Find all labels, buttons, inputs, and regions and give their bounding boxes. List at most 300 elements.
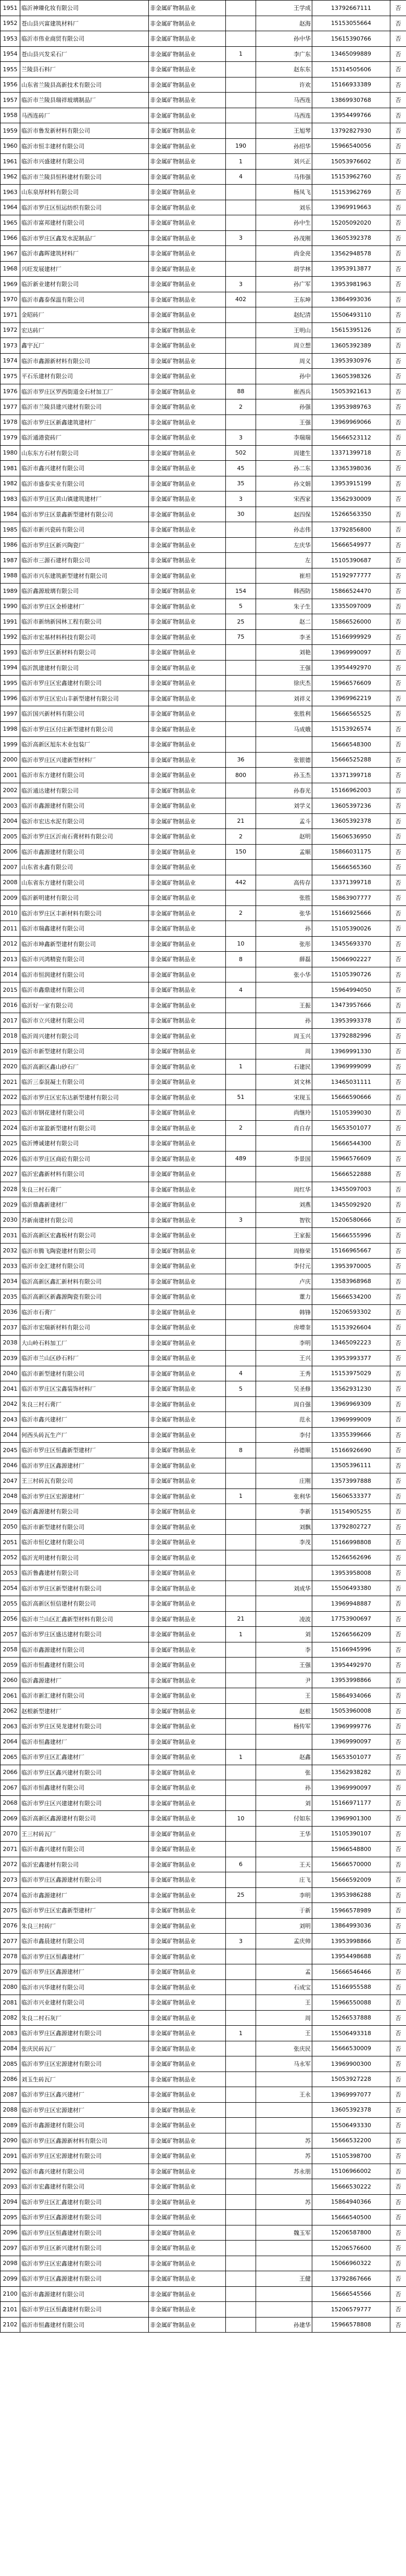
contact-person-cell <box>256 2118 312 2133</box>
industry-cell: 非金属矿物制品业 <box>149 1750 226 1765</box>
industry-cell: 非金属矿物制品业 <box>149 369 226 384</box>
row-number-cell: 1981 <box>1 461 20 476</box>
industry-cell: 非金属矿物制品业 <box>149 1443 226 1458</box>
count-cell <box>226 1734 256 1750</box>
phone-number-cell: 15966576609 <box>312 676 390 691</box>
flag-cell: 否 <box>390 62 406 77</box>
phone-number-cell: 15966578808 <box>312 2317 390 2333</box>
row-number-cell: 2012 <box>1 936 20 952</box>
phone-number-cell: 13969999009 <box>312 1412 390 1428</box>
contact-person-cell: 王强 <box>256 1658 312 1673</box>
company-name-cell: 赵根新型建材厂 <box>20 1703 149 1719</box>
industry-cell: 非金属矿物制品业 <box>149 2133 226 2148</box>
contact-person-cell: 王强 <box>256 415 312 430</box>
contact-person-cell <box>256 2210 312 2225</box>
table-row <box>1 1488 406 1504</box>
phone-number-cell: 15166971177 <box>312 1795 390 1811</box>
company-name-cell: 临沂市兴鸿精瓷有限公司 <box>20 952 149 967</box>
phone-number-cell: 13864993036 <box>312 292 390 307</box>
count-cell: 800 <box>226 768 256 783</box>
phone-number-cell: 13954492970 <box>312 1658 390 1673</box>
company-name-cell: 临沂高新区宏鑫板材有限公司 <box>20 1228 149 1244</box>
phone-number-cell: 15153926604 <box>312 1320 390 1336</box>
contact-person-cell: 刘成华 <box>256 1581 312 1596</box>
row-number-cell: 2064 <box>1 1734 20 1750</box>
contact-person-cell: 孙绍华 <box>256 138 312 154</box>
row-number-cell: 1963 <box>1 185 20 200</box>
count-cell: 2 <box>226 829 256 845</box>
flag-cell: 否 <box>390 905 406 921</box>
table-row <box>1 875 406 890</box>
row-number-cell: 2047 <box>1 1473 20 1489</box>
contact-person-cell: 杨凤飞 <box>256 185 312 200</box>
table-row <box>1 1167 406 1182</box>
flag-cell: 否 <box>390 2118 406 2133</box>
industry-cell: 非金属矿物制品业 <box>149 813 226 829</box>
table-row <box>1 660 406 676</box>
phone-number-cell: 15206593302 <box>312 1304 390 1320</box>
industry-cell: 非金属矿物制品业 <box>149 2118 226 2133</box>
table-row <box>1 1028 406 1044</box>
industry-cell: 非金属矿物制品业 <box>149 752 226 768</box>
company-name-cell: 临沂国兴新材料有限公司 <box>20 706 149 722</box>
table-row <box>1 905 406 921</box>
phone-number-cell: 13953930976 <box>312 353 390 369</box>
table-row <box>1 1857 406 1872</box>
table-row <box>1 476 406 491</box>
table-row <box>1 415 406 430</box>
contact-person-cell <box>256 2102 312 2118</box>
phone-number-cell: 13583968968 <box>312 1274 390 1289</box>
row-number-cell: 2087 <box>1 2087 20 2103</box>
company-name-cell: 临沂市罗庄区鑫源新材料有限公司 <box>20 2133 149 2148</box>
table-row <box>1 461 406 476</box>
count-cell <box>226 2133 256 2148</box>
count-cell: 1 <box>226 1750 256 1765</box>
table-row <box>1 1197 406 1213</box>
table-row <box>1 307 406 323</box>
phone-number-cell: 15153926574 <box>312 721 390 737</box>
company-name-cell: 临沂市罗庄区鑫兴建材厂 <box>20 2087 149 2103</box>
contact-person-cell <box>256 1596 312 1612</box>
company-name-cell: 临沂市石膏厂 <box>20 1304 149 1320</box>
industry-cell: 非金属矿物制品业 <box>149 844 226 860</box>
phone-number-cell: 13953913877 <box>312 261 390 277</box>
flag-cell: 否 <box>390 1151 406 1167</box>
flag-cell: 否 <box>390 676 406 691</box>
phone-number-cell: 13792827930 <box>312 123 390 139</box>
company-name-cell: 临沂市罗庄区鑫源建材有限公司 <box>20 1872 149 1888</box>
flag-cell: 否 <box>390 599 406 614</box>
contact-person-cell: 王 <box>256 1688 312 1704</box>
row-number-cell: 1972 <box>1 322 20 338</box>
flag-cell: 否 <box>390 829 406 845</box>
industry-cell: 非金属矿物制品业 <box>149 1519 226 1535</box>
phone-number-cell: 15966576609 <box>312 1151 390 1167</box>
table-row <box>1 2118 406 2133</box>
row-number-cell: 1977 <box>1 399 20 415</box>
contact-person-cell: 尚继玲 <box>256 1105 312 1121</box>
table-row <box>1 2241 406 2256</box>
contact-person-cell: 肖自存 <box>256 1120 312 1136</box>
company-name-cell: 临沂市恒鑫建材有限公司 <box>20 1780 149 1796</box>
phone-number-cell: 15666525288 <box>312 752 390 768</box>
flag-cell: 否 <box>390 1381 406 1397</box>
contact-person-cell: 孟斗 <box>256 813 312 829</box>
count-cell <box>226 2056 256 2072</box>
company-name-cell: 临沂凯建建材有限公司 <box>20 660 149 676</box>
flag-cell: 否 <box>390 860 406 875</box>
industry-cell: 非金属矿物制品业 <box>149 2087 226 2103</box>
row-number-cell: 1973 <box>1 338 20 354</box>
company-name-cell: 临沂博诚建材有限公司 <box>20 1136 149 1151</box>
table-row <box>1 1581 406 1596</box>
phone-number-cell: 15053976602 <box>312 154 390 170</box>
industry-cell: 非金属矿物制品业 <box>149 829 226 845</box>
row-number-cell: 2027 <box>1 1167 20 1182</box>
industry-cell: 非金属矿物制品业 <box>149 1412 226 1428</box>
industry-cell: 非金属矿物制品业 <box>149 1120 226 1136</box>
row-number-cell: 2069 <box>1 1811 20 1827</box>
company-name-cell: 临沂市罗庄区鑫源建材有限公司 <box>20 2026 149 2041</box>
industry-cell: 非金属矿物制品业 <box>149 721 226 737</box>
company-name-cell: 临沂通达建材有限公司 <box>20 783 149 798</box>
row-number-cell: 2051 <box>1 1535 20 1550</box>
count-cell <box>226 860 256 875</box>
contact-person-cell: 周 <box>256 1044 312 1059</box>
row-number-cell: 2096 <box>1 2225 20 2241</box>
flag-cell: 否 <box>390 1304 406 1320</box>
row-number-cell: 1952 <box>1 16 20 31</box>
company-name-cell: 临沂市钢花建材有限公司 <box>20 1105 149 1121</box>
row-number-cell: 2099 <box>1 2271 20 2287</box>
industry-cell: 非金属矿物制品业 <box>149 154 226 170</box>
row-number-cell: 1985 <box>1 522 20 538</box>
contact-person-cell: 吴圣修 <box>256 1381 312 1397</box>
contact-person-cell: 尹 <box>256 1673 312 1688</box>
contact-person-cell: 苏永朋 <box>256 2164 312 2179</box>
industry-cell: 非金属矿物制品业 <box>149 1151 226 1167</box>
company-name-cell: 临沂市鑫兴建材厂 <box>20 1412 149 1428</box>
contact-person-cell: 张 <box>256 1765 312 1780</box>
count-cell <box>226 967 256 982</box>
phone-number-cell: 13953998866 <box>312 1673 390 1688</box>
company-name-cell: 临沂市罗庄区鑫发水泥制品厂 <box>20 230 149 246</box>
row-number-cell: 2055 <box>1 1596 20 1612</box>
flag-cell: 否 <box>390 108 406 123</box>
table-row <box>1 2210 406 2225</box>
company-name-cell: 临沂市罗庄区宏源建材有限公司 <box>20 2056 149 2072</box>
phone-number-cell: 13969962219 <box>312 691 390 706</box>
count-cell: 3 <box>226 1934 256 1949</box>
row-number-cell: 2043 <box>1 1412 20 1428</box>
count-cell <box>226 1197 256 1213</box>
count-cell <box>226 353 256 369</box>
phone-number-cell: 15166933389 <box>312 77 390 93</box>
phone-number-cell: 13455092920 <box>312 1197 390 1213</box>
flag-cell: 否 <box>390 2210 406 2225</box>
industry-cell: 非金属矿物制品业 <box>149 568 226 584</box>
flag-cell: 否 <box>390 2056 406 2072</box>
industry-cell: 非金属矿物制品业 <box>149 1581 226 1596</box>
contact-person-cell: 周自强 <box>256 1396 312 1412</box>
row-number-cell: 2002 <box>1 783 20 798</box>
count-cell <box>226 1105 256 1121</box>
table-row <box>1 1642 406 1658</box>
company-name-cell: 临沂市腾飞陶瓷建材有限公司 <box>20 1243 149 1259</box>
row-number-cell: 2022 <box>1 1090 20 1105</box>
flag-cell: 否 <box>390 1872 406 1888</box>
company-name-cell: 临沂市兰陵县瑞祥玻璃制品厂 <box>20 93 149 108</box>
table-row <box>1 1504 406 1520</box>
industry-cell: 非金属矿物制品业 <box>149 860 226 875</box>
flag-cell: 否 <box>390 1995 406 2011</box>
industry-cell: 非金属矿物制品业 <box>149 62 226 77</box>
count-cell: 154 <box>226 584 256 599</box>
count-cell: 25 <box>226 1887 256 1903</box>
count-cell <box>226 645 256 661</box>
industry-cell: 非金属矿物制品业 <box>149 1427 226 1443</box>
count-cell <box>226 568 256 584</box>
contact-person-cell: 孙广军 <box>256 277 312 292</box>
count-cell: 3 <box>226 230 256 246</box>
contact-person-cell: 赵四保 <box>256 507 312 522</box>
company-name-cell: 临沂市瑞鑫建材有限公司 <box>20 921 149 937</box>
industry-cell: 非金属矿物制品业 <box>149 1105 226 1121</box>
industry-cell: 非金属矿物制品业 <box>149 1335 226 1351</box>
row-number-cell: 2034 <box>1 1274 20 1289</box>
row-number-cell: 2100 <box>1 2286 20 2302</box>
row-number-cell: 2090 <box>1 2133 20 2148</box>
flag-cell: 否 <box>390 967 406 982</box>
industry-cell: 非金属矿物制品业 <box>149 2286 226 2302</box>
company-name-cell: 临沂高新区鑫汇新材料有限公司 <box>20 1274 149 1289</box>
table-row <box>1 491 406 507</box>
industry-cell: 非金属矿物制品业 <box>149 1212 226 1228</box>
contact-person-cell: 薛磊 <box>256 952 312 967</box>
contact-person-cell: 崔西兵 <box>256 384 312 399</box>
phone-number-cell: 13969948887 <box>312 1596 390 1612</box>
company-name-cell: 临沂市罗庄区鑫源建材厂 <box>20 1964 149 1980</box>
industry-cell: 非金属矿物制品业 <box>149 2056 226 2072</box>
count-cell <box>226 2210 256 2225</box>
contact-person-cell: 王东坤 <box>256 292 312 307</box>
flag-cell: 否 <box>390 2179 406 2195</box>
count-cell: 45 <box>226 461 256 476</box>
table-row <box>1 1075 406 1090</box>
count-cell <box>226 2194 256 2210</box>
industry-cell: 非金属矿物制品业 <box>149 1611 226 1627</box>
company-name-cell: 苍山县兴富建筑材料厂 <box>20 16 149 31</box>
company-name-cell: 临沂市伟业商贸有限公司 <box>20 31 149 47</box>
count-cell <box>226 2041 256 2056</box>
contact-person-cell <box>256 982 312 998</box>
contact-person-cell: 刘兴正 <box>256 154 312 170</box>
phone-number-cell: 13969969066 <box>312 415 390 430</box>
industry-cell: 非金属矿物制品业 <box>149 967 226 982</box>
company-name-cell: 临沂高新区鑫源建材有限公司 <box>20 1811 149 1827</box>
industry-cell: 非金属矿物制品业 <box>149 614 226 630</box>
flag-cell: 否 <box>390 292 406 307</box>
company-name-cell: 临沂市罗庄区丰新材料有限公司 <box>20 905 149 921</box>
phone-number-cell: 15266566209 <box>312 1627 390 1642</box>
table-row <box>1 1780 406 1796</box>
flag-cell: 否 <box>390 553 406 568</box>
flag-cell: 否 <box>390 1351 406 1366</box>
row-number-cell: 2057 <box>1 1627 20 1642</box>
company-name-cell: 临沂市罗庄区新材料有限公司 <box>20 645 149 661</box>
industry-cell: 非金属矿物制品业 <box>149 1934 226 1949</box>
company-name-cell: 山东省东方建材有限公司 <box>20 875 149 890</box>
phone-number-cell: 15666522888 <box>312 1167 390 1182</box>
count-cell <box>226 1304 256 1320</box>
flag-cell: 否 <box>390 154 406 170</box>
table-row <box>1 16 406 31</box>
industry-cell: 非金属矿物制品业 <box>149 1688 226 1704</box>
phone-number-cell: 13605392378 <box>312 2102 390 2118</box>
flag-cell: 否 <box>390 322 406 338</box>
flag-cell: 否 <box>390 844 406 860</box>
phone-number-cell: 15153055664 <box>312 16 390 31</box>
phone-number-cell: 15606533377 <box>312 1488 390 1504</box>
count-cell <box>226 369 256 384</box>
phone-number-cell: 15506493110 <box>312 307 390 323</box>
contact-person-cell: 卢庆 <box>256 1274 312 1289</box>
flag-cell: 否 <box>390 998 406 1013</box>
industry-cell: 非金属矿物制品业 <box>149 1596 226 1612</box>
industry-cell: 非金属矿物制品业 <box>149 1949 226 1964</box>
phone-number-cell: 15666532200 <box>312 2133 390 2148</box>
flag-cell: 否 <box>390 430 406 446</box>
flag-cell: 否 <box>390 1826 406 1842</box>
contact-person-cell <box>256 1565 312 1581</box>
row-number-cell: 2076 <box>1 1918 20 1934</box>
industry-cell: 非金属矿物制品业 <box>149 1719 226 1734</box>
count-cell <box>226 2148 256 2164</box>
table-row <box>1 292 406 307</box>
table-row <box>1 1013 406 1029</box>
count-cell: 1 <box>226 154 256 170</box>
row-number-cell: 1954 <box>1 46 20 62</box>
company-name-cell: 临沂市三源石建材有限公司 <box>20 553 149 568</box>
row-number-cell: 1995 <box>1 676 20 691</box>
contact-person-cell: 周 <box>256 2010 312 2026</box>
industry-cell: 非金属矿物制品业 <box>149 1826 226 1842</box>
company-name-cell: 临沂好一家有限公司 <box>20 998 149 1013</box>
table-row <box>1 62 406 77</box>
company-name-cell: 临沂市鑫兴建材有限公司 <box>20 1842 149 1857</box>
company-name-cell: 临沂市恒鑫建材有限公司 <box>20 2317 149 2333</box>
phone-number-cell: 15106966002 <box>312 2164 390 2179</box>
row-number-cell: 2025 <box>1 1136 20 1151</box>
flag-cell: 否 <box>390 2225 406 2241</box>
row-number-cell: 1988 <box>1 568 20 584</box>
contact-person-cell: 宋西家 <box>256 491 312 507</box>
flag-cell: 否 <box>390 1228 406 1244</box>
count-cell <box>226 1013 256 1029</box>
contact-person-cell: 李瑞瑞 <box>256 430 312 446</box>
company-name-cell: 兴旺发展建材厂 <box>20 261 149 277</box>
contact-person-cell: 刘艳 <box>256 645 312 661</box>
industry-cell: 非金属矿物制品业 <box>149 875 226 890</box>
company-name-cell: 临沂市鑫源建材有限公司 <box>20 2286 149 2302</box>
count-cell <box>226 1581 256 1596</box>
table-row <box>1 1934 406 1949</box>
contact-person-cell: 王华 <box>256 1826 312 1842</box>
table-row <box>1 1458 406 1473</box>
industry-cell: 非金属矿物制品业 <box>149 1458 226 1473</box>
phone-number-cell: 13605392378 <box>312 813 390 829</box>
flag-cell: 否 <box>390 1918 406 1934</box>
company-name-cell: 临沂市罗庄区恒鑫建材厂 <box>20 1949 149 1964</box>
flag-cell: 否 <box>390 2286 406 2302</box>
flag-cell: 否 <box>390 1688 406 1704</box>
flag-cell: 否 <box>390 1550 406 1565</box>
phone-number-cell: 15666555996 <box>312 1228 390 1244</box>
company-name-cell: 临沂市恒鑫建材有限公司 <box>20 1658 149 1673</box>
count-cell <box>226 1550 256 1565</box>
phone-number-cell: 15166965667 <box>312 1243 390 1259</box>
flag-cell: 否 <box>390 2072 406 2087</box>
flag-cell: 否 <box>390 2041 406 2056</box>
contact-person-cell <box>256 2179 312 2195</box>
row-number-cell: 2066 <box>1 1765 20 1780</box>
industry-cell: 非金属矿物制品业 <box>149 1243 226 1259</box>
industry-cell: 非金属矿物制品业 <box>149 2271 226 2287</box>
count-cell <box>226 200 256 215</box>
phone-number-cell: 13605392378 <box>312 230 390 246</box>
contact-person-cell <box>256 737 312 753</box>
phone-number-cell: 15266563350 <box>312 507 390 522</box>
contact-person-cell: 李明 <box>256 1887 312 1903</box>
flag-cell: 否 <box>390 890 406 906</box>
contact-person-cell: 周建生 <box>256 445 312 461</box>
table-row <box>1 200 406 215</box>
table-row <box>1 1949 406 1964</box>
contact-person-cell: 王明山 <box>256 322 312 338</box>
table-row <box>1 890 406 906</box>
contact-person-cell: 智钦 <box>256 1212 312 1228</box>
industry-cell: 非金属矿物制品业 <box>149 1918 226 1934</box>
company-name-cell: 临沂市盛泰实业有限公司 <box>20 476 149 491</box>
table-row <box>1 31 406 47</box>
row-number-cell: 2030 <box>1 1212 20 1228</box>
industry-cell: 非金属矿物制品业 <box>149 1182 226 1197</box>
contact-person-cell: 马永军 <box>256 2056 312 2072</box>
company-name-cell: 苍山县兴发采石厂 <box>20 46 149 62</box>
table-row <box>1 1673 406 1688</box>
count-cell <box>226 1703 256 1719</box>
contact-person-cell <box>256 1136 312 1151</box>
count-cell <box>226 2302 256 2318</box>
contact-person-cell: 李广东 <box>256 46 312 62</box>
flag-cell: 否 <box>390 1090 406 1105</box>
company-name-cell: 临沂市宏瑞新材料有限公司 <box>20 1320 149 1336</box>
company-name-cell: 山东东方石材有限公司 <box>20 445 149 461</box>
phone-number-cell: 13953993377 <box>312 1351 390 1366</box>
industry-cell: 非金属矿物制品业 <box>149 399 226 415</box>
row-number-cell: 2045 <box>1 1443 20 1458</box>
flag-cell: 否 <box>390 507 406 522</box>
table-row <box>1 369 406 384</box>
flag-cell: 否 <box>390 982 406 998</box>
count-cell <box>226 108 256 123</box>
company-name-cell: 临沂市宏达水泥有限公司 <box>20 813 149 829</box>
count-cell: 21 <box>226 1611 256 1627</box>
phone-number-cell: 13954492970 <box>312 660 390 676</box>
company-name-cell: 临沂市鑫鼎建材有限公司 <box>20 982 149 998</box>
row-number-cell: 2062 <box>1 1703 20 1719</box>
